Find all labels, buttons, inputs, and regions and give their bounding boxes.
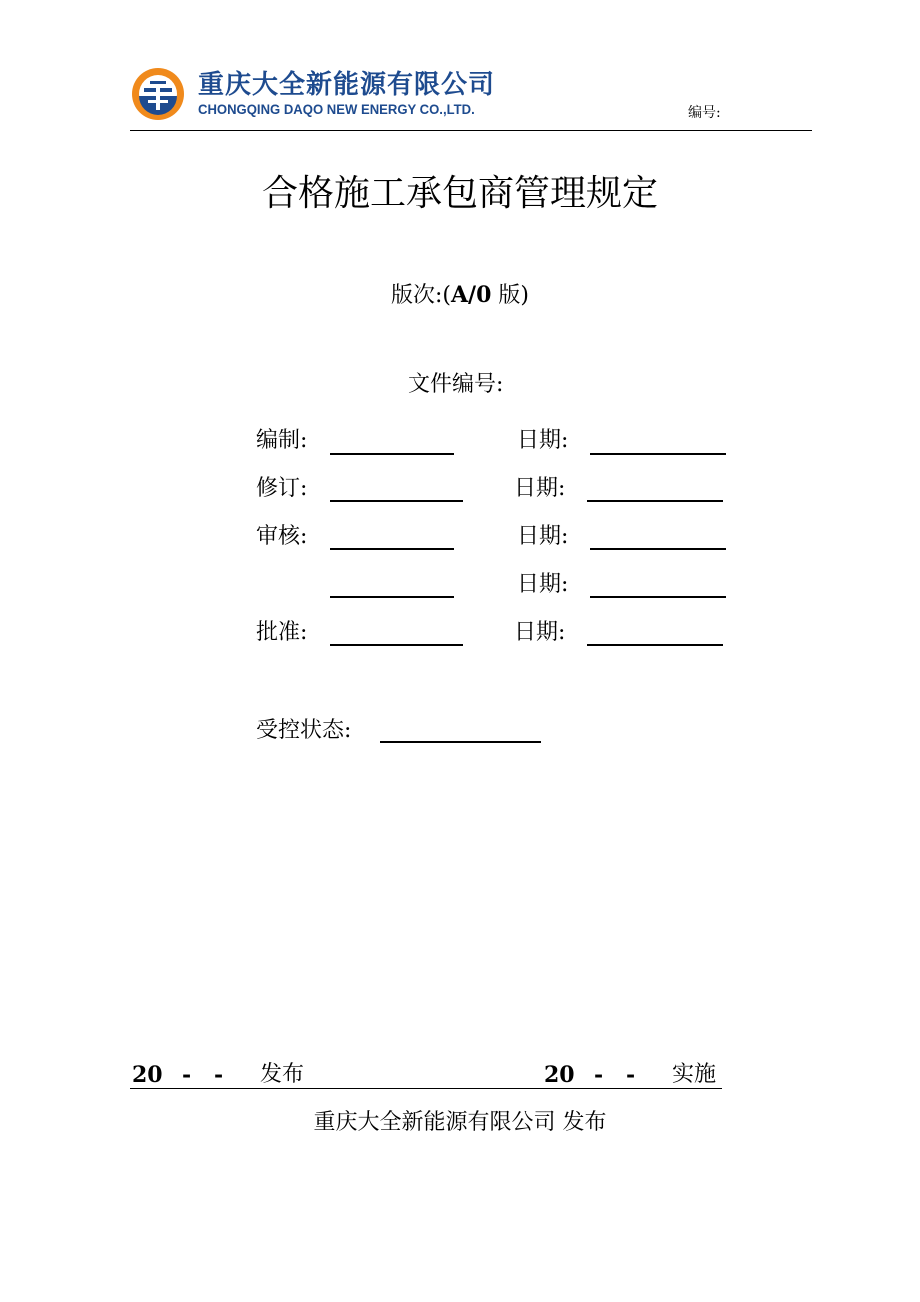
version-value: A/0 <box>450 282 492 308</box>
auditor-date-label: 日期: <box>517 524 569 549</box>
auditor-date-field[interactable] <box>590 548 726 550</box>
reviser-date-label: 日期: <box>514 476 566 501</box>
doc-number-label: 编号: <box>688 105 721 121</box>
approver-date-field[interactable] <box>587 644 723 646</box>
file-number-label: 文件编号: <box>408 372 504 397</box>
auditor-field[interactable] <box>330 548 454 550</box>
approver-date-label: 日期: <box>514 620 566 645</box>
document-title: 合格施工承包商管理规定 <box>261 173 658 214</box>
release-year: 20 <box>132 1062 163 1088</box>
control-status-label: 受控状态: <box>256 718 352 743</box>
reviser-date-field[interactable] <box>587 500 723 502</box>
footer-date-rule <box>130 1088 722 1089</box>
effective-sep-1: - <box>594 1062 604 1088</box>
release-sep-2: - <box>214 1062 224 1088</box>
issuer-line: 重庆大全新能源有限公司 发布 <box>313 1110 607 1135</box>
reviser-field[interactable] <box>330 500 463 502</box>
auditor-label: 审核: <box>256 524 308 549</box>
compiler-field[interactable] <box>330 453 454 455</box>
version-prefix: 版次:( <box>390 283 451 308</box>
compiler-date-field[interactable] <box>590 453 726 455</box>
version-suffix: 版) <box>498 283 529 308</box>
release-word: 发布 <box>260 1062 305 1087</box>
approver-field[interactable] <box>330 644 463 646</box>
release-sep-1: - <box>182 1062 192 1088</box>
approver-label: 批准: <box>256 620 308 645</box>
compiler-label: 编制: <box>256 428 308 453</box>
company-logo <box>130 66 186 122</box>
effective-sep-2: - <box>626 1062 636 1088</box>
company-name-cn: 重庆大全新能源有限公司 <box>198 70 496 100</box>
effective-year: 20 <box>544 1062 575 1088</box>
effective-word: 实施 <box>672 1062 717 1087</box>
logo-emblem-icon <box>130 66 186 122</box>
control-status-field[interactable] <box>380 741 541 743</box>
extra-date-label: 日期: <box>517 572 569 597</box>
company-name-en: CHONGQING DAQO NEW ENERGY CO.,LTD. <box>198 102 475 117</box>
extra-signer-field[interactable] <box>330 596 454 598</box>
header-divider <box>130 130 812 131</box>
reviser-label: 修订: <box>256 476 308 501</box>
compiler-date-label: 日期: <box>517 428 569 453</box>
extra-date-field[interactable] <box>590 596 726 598</box>
version-line <box>0 280 920 311</box>
